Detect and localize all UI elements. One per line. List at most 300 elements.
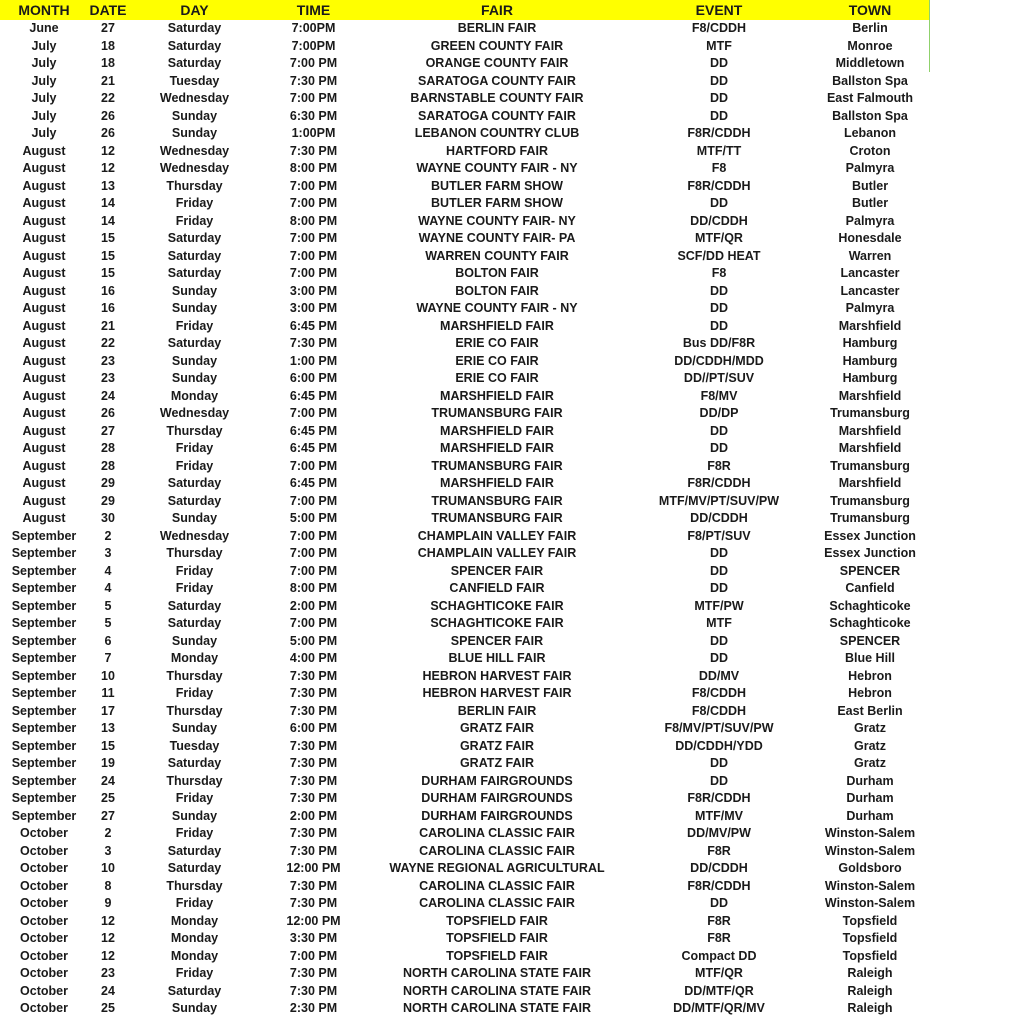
cell-time: 7:00PM — [291, 21, 336, 35]
table-row — [0, 143, 930, 161]
cell-month: October — [20, 913, 68, 928]
cell-date: 16 — [101, 283, 115, 298]
cell-fair: BOLTON FAIR — [455, 266, 539, 280]
cell-month: August — [22, 318, 66, 333]
table-row — [0, 108, 930, 126]
table-row — [0, 633, 930, 651]
cell-fair: NORTH CAROLINA STATE FAIR — [403, 1001, 591, 1015]
cell-town: Winston-Salem — [824, 826, 916, 840]
cell-time: 7:00 PM — [289, 266, 338, 280]
cell-date: 27 — [101, 423, 115, 438]
cell-event: F8/MV/PT/SUV/PW — [664, 721, 774, 735]
cell-town: Winston-Salem — [824, 843, 916, 858]
cell-time: 6:30 PM — [289, 108, 338, 123]
cell-month: August — [22, 406, 66, 420]
table-row — [0, 230, 930, 248]
cell-fair: CHAMPLAIN VALLEY FAIR — [417, 546, 577, 560]
cell-month: September — [11, 616, 77, 630]
cell-month: October — [20, 948, 68, 963]
cell-town: Gratz — [854, 721, 886, 735]
column-header-event: EVENT — [695, 2, 743, 18]
cell-event: Compact DD — [681, 948, 757, 963]
cell-month: August — [22, 231, 66, 245]
cell-day: Wednesday — [159, 91, 230, 105]
cell-town: Hamburg — [842, 336, 898, 350]
cell-event: DD — [709, 546, 729, 560]
table-row — [0, 353, 930, 371]
table-row — [0, 318, 930, 336]
cell-month: August — [22, 353, 66, 368]
cell-event: MTF/QR — [695, 231, 743, 245]
table-row — [0, 405, 930, 423]
cell-town: Hebron — [848, 668, 892, 683]
cell-date: 29 — [101, 493, 115, 508]
cell-time: 3:00 PM — [289, 301, 338, 315]
cell-month: August — [22, 283, 66, 298]
cell-month: August — [22, 248, 66, 263]
cell-event: DD/DP — [699, 406, 739, 420]
cell-date: 15 — [101, 248, 115, 263]
cell-town: Topsfield — [842, 931, 898, 945]
cell-date: 25 — [101, 791, 115, 805]
table-row — [0, 738, 930, 756]
cell-time: 7:00 PM — [289, 91, 338, 105]
cell-time: 7:30 PM — [289, 668, 338, 683]
cell-time: 7:30 PM — [289, 983, 338, 998]
cell-day: Saturday — [167, 983, 222, 998]
cell-day: Thursday — [166, 668, 223, 683]
cell-time: 5:00 PM — [289, 511, 338, 525]
cell-month: July — [31, 38, 57, 53]
cell-fair: TRUMANSBURG FAIR — [431, 406, 563, 420]
cell-event: F8R/CDDH — [687, 878, 751, 893]
cell-fair: HARTFORD FAIR — [445, 143, 549, 158]
cell-day: Saturday — [167, 861, 222, 875]
cell-fair: SPENCER FAIR — [450, 563, 544, 578]
cell-date: 11 — [101, 686, 115, 700]
cell-date: 21 — [101, 73, 115, 88]
table-row — [0, 528, 930, 546]
table-row — [0, 878, 930, 896]
cell-fair: BOLTON FAIR — [455, 283, 539, 298]
cell-town: Berlin — [852, 21, 888, 35]
cell-event: DD — [709, 633, 729, 648]
cell-town: Croton — [849, 143, 891, 158]
cell-fair: MARSHFIELD FAIR — [440, 318, 554, 333]
table-row — [0, 808, 930, 826]
cell-fair: MARSHFIELD FAIR — [440, 423, 554, 438]
cell-event: DD — [709, 651, 729, 665]
cell-town: Ballston Spa — [832, 73, 908, 88]
cell-time: 12:00 PM — [286, 861, 341, 875]
cell-date: 18 — [101, 38, 115, 53]
cell-event: DD/MTF/QR — [684, 983, 754, 998]
cell-time: 7:30 PM — [289, 896, 338, 910]
cell-day: Sunday — [171, 283, 218, 298]
cell-town: Butler — [851, 178, 889, 193]
table-row — [0, 685, 930, 703]
cell-month: September — [11, 791, 77, 805]
cell-time: 6:00 PM — [289, 371, 338, 385]
cell-month: August — [22, 476, 66, 490]
table-row — [0, 913, 930, 931]
cell-day: Friday — [175, 196, 214, 210]
cell-date: 4 — [104, 563, 112, 578]
column-header-fair: FAIR — [481, 2, 513, 18]
cell-event: DD/CDDH — [690, 861, 748, 875]
table-row — [0, 598, 930, 616]
table-row — [0, 475, 930, 493]
cell-town: Trumansburg — [830, 406, 910, 420]
cell-date: 28 — [101, 441, 115, 455]
cell-time: 7:30 PM — [289, 703, 338, 718]
cell-event: DD/CDDH/MDD — [674, 353, 764, 368]
cell-event: DD — [709, 301, 729, 315]
table-row — [0, 580, 930, 598]
cell-date: 23 — [101, 371, 115, 385]
cell-date: 9 — [104, 896, 112, 910]
cell-town: Marshfield — [838, 441, 902, 455]
cell-day: Friday — [175, 966, 214, 980]
cell-day: Friday — [175, 581, 214, 595]
table-row — [0, 265, 930, 283]
cell-event: F8/MV — [700, 388, 738, 403]
cell-time: 7:00PM — [291, 38, 336, 53]
cell-town: Marshfield — [838, 318, 902, 333]
cell-time: 7:00 PM — [289, 546, 338, 560]
cell-month: September — [11, 686, 77, 700]
cell-fair: DURHAM FAIRGROUNDS — [421, 808, 573, 823]
cell-town: Blue Hill — [844, 651, 895, 665]
cell-month: September — [11, 528, 77, 543]
cell-day: Thursday — [166, 773, 223, 788]
cell-town: Butler — [851, 196, 889, 210]
cell-event: F8 — [711, 161, 727, 175]
cell-day: Monday — [170, 948, 219, 963]
cell-date: 2 — [104, 528, 112, 543]
cell-month: July — [31, 73, 57, 88]
cell-month: September — [11, 563, 77, 578]
cell-town: Trumansburg — [830, 511, 910, 525]
cell-date: 3 — [104, 843, 112, 858]
cell-date: 29 — [101, 476, 115, 490]
cell-time: 7:30 PM — [289, 143, 338, 158]
table-row — [0, 300, 930, 318]
cell-day: Sunday — [171, 126, 218, 140]
cell-day: Sunday — [171, 511, 218, 525]
cell-town: Lancaster — [840, 283, 900, 298]
cell-month: August — [22, 213, 66, 228]
cell-date: 6 — [104, 633, 112, 648]
cell-date: 22 — [101, 336, 115, 350]
table-row — [0, 160, 930, 178]
table-row — [0, 668, 930, 686]
cell-town: Hebron — [848, 686, 892, 700]
cell-time: 7:30 PM — [289, 966, 338, 980]
cell-month: July — [31, 108, 57, 123]
cell-event: SCF/DD HEAT — [677, 248, 761, 263]
cell-event: F8R/CDDH — [687, 476, 751, 490]
cell-month: October — [20, 983, 68, 998]
cell-town: Essex Junction — [824, 546, 916, 560]
cell-month: October — [20, 843, 68, 858]
cell-town: Goldsboro — [838, 861, 902, 875]
table-row — [0, 73, 930, 91]
cell-fair: ERIE CO FAIR — [455, 336, 539, 350]
cell-town: Canfield — [845, 581, 895, 595]
cell-fair: BUTLER FARM SHOW — [431, 196, 563, 210]
cell-day: Saturday — [167, 476, 222, 490]
cell-town: Raleigh — [847, 1001, 893, 1015]
table-row — [0, 335, 930, 353]
cell-day: Thursday — [166, 546, 223, 560]
cell-day: Friday — [175, 458, 214, 473]
cell-event: F8/PT/SUV — [687, 528, 751, 543]
cell-event: F8R/CDDH — [687, 126, 751, 140]
cell-date: 26 — [101, 406, 115, 420]
cell-time: 7:30 PM — [289, 773, 338, 788]
cell-time: 6:45 PM — [289, 318, 338, 333]
cell-time: 7:30 PM — [289, 826, 338, 840]
cell-town: Monroe — [847, 38, 893, 53]
cell-time: 7:30 PM — [289, 843, 338, 858]
cell-date: 12 — [101, 948, 115, 963]
cell-time: 6:45 PM — [289, 388, 338, 403]
table-row — [0, 895, 930, 913]
cell-event: F8/CDDH — [691, 21, 747, 35]
cell-town: Topsfield — [842, 913, 898, 928]
cell-fair: BERLIN FAIR — [457, 21, 537, 35]
column-header-date: DATE — [89, 2, 127, 18]
cell-fair: SPENCER FAIR — [450, 633, 544, 648]
cell-time: 8:00 PM — [289, 161, 338, 175]
cell-date: 25 — [101, 1001, 115, 1015]
table-row — [0, 1000, 930, 1018]
cell-event: DD/MV/PW — [687, 826, 751, 840]
cell-time: 12:00 PM — [286, 913, 341, 928]
cell-day: Sunday — [171, 353, 218, 368]
cell-town: Raleigh — [847, 983, 893, 998]
cell-time: 6:45 PM — [289, 441, 338, 455]
cell-day: Sunday — [171, 1001, 218, 1015]
cell-fair: GRATZ FAIR — [459, 738, 535, 753]
cell-event: DD — [709, 423, 729, 438]
cell-day: Thursday — [166, 703, 223, 718]
cell-town: Winston-Salem — [824, 878, 916, 893]
table-row — [0, 755, 930, 773]
column-header-time: TIME — [296, 2, 331, 18]
table-row — [0, 720, 930, 738]
cell-fair: MARSHFIELD FAIR — [440, 441, 554, 455]
cell-event: DD/CDDH — [690, 511, 748, 525]
cell-month: September — [11, 668, 77, 683]
cell-town: Gratz — [854, 738, 886, 753]
cell-day: Saturday — [167, 266, 222, 280]
cell-fair: CANFIELD FAIR — [449, 581, 545, 595]
cell-date: 3 — [104, 546, 112, 560]
cell-month: June — [29, 21, 59, 35]
cell-fair: WAYNE COUNTY FAIR - NY — [416, 161, 578, 175]
table-row — [0, 563, 930, 581]
cell-fair: NORTH CAROLINA STATE FAIR — [403, 966, 591, 980]
cell-day: Wednesday — [159, 406, 230, 420]
cell-event: F8R — [707, 458, 731, 473]
column-header-town: TOWN — [848, 2, 892, 18]
cell-day: Saturday — [167, 493, 222, 508]
cell-month: August — [22, 196, 66, 210]
cell-event: MTF — [706, 616, 732, 630]
cell-date: 13 — [101, 178, 115, 193]
cell-month: September — [11, 633, 77, 648]
cell-day: Tuesday — [169, 738, 220, 753]
cell-month: August — [22, 336, 66, 350]
table-row — [0, 423, 930, 441]
cell-date: 10 — [101, 861, 115, 875]
cell-event: DD — [709, 563, 729, 578]
cell-day: Saturday — [167, 21, 222, 35]
cell-town: Durham — [846, 808, 894, 823]
cell-fair: SCHAGHTICOKE FAIR — [430, 598, 564, 613]
cell-time: 7:00 PM — [289, 196, 338, 210]
cell-day: Saturday — [167, 598, 222, 613]
cell-time: 3:00 PM — [289, 283, 338, 298]
cell-date: 18 — [101, 56, 115, 70]
cell-day: Friday — [175, 826, 214, 840]
cell-town: SPENCER — [839, 633, 901, 648]
cell-date: 24 — [101, 388, 115, 403]
cell-month: October — [20, 861, 68, 875]
cell-date: 22 — [101, 91, 115, 105]
column-header-day: DAY — [180, 2, 209, 18]
cell-event: MTF — [706, 38, 732, 53]
cell-town: Palmyra — [845, 161, 895, 175]
cell-day: Monday — [170, 913, 219, 928]
cell-event: MTF/MV — [695, 808, 743, 823]
cell-date: 15 — [101, 738, 115, 753]
cell-month: August — [22, 423, 66, 438]
cell-town: Schaghticoke — [829, 598, 911, 613]
cell-fair: WAYNE COUNTY FAIR- NY — [418, 213, 576, 228]
cell-date: 30 — [101, 511, 115, 525]
cell-time: 2:00 PM — [289, 598, 338, 613]
cell-month: September — [11, 721, 77, 735]
table-row — [0, 178, 930, 196]
cell-day: Saturday — [167, 756, 222, 770]
cell-date: 21 — [101, 318, 115, 333]
cell-fair: CAROLINA CLASSIC FAIR — [419, 878, 575, 893]
cell-time: 7:00 PM — [289, 528, 338, 543]
cell-date: 14 — [101, 196, 115, 210]
cell-day: Thursday — [166, 423, 223, 438]
cell-town: Lancaster — [840, 266, 900, 280]
cell-town: Durham — [846, 773, 894, 788]
cell-day: Saturday — [167, 38, 222, 53]
cell-event: F8R — [707, 843, 731, 858]
cell-month: September — [11, 738, 77, 753]
cell-fair: HEBRON HARVEST FAIR — [422, 686, 572, 700]
cell-day: Monday — [170, 651, 219, 665]
cell-fair: CAROLINA CLASSIC FAIR — [419, 843, 575, 858]
cell-day: Friday — [175, 686, 214, 700]
cell-event: F8R — [707, 913, 731, 928]
cell-event: DD/CDDH — [690, 213, 748, 228]
cell-date: 5 — [104, 616, 112, 630]
cell-event: DD/MTF/QR/MV — [673, 1001, 765, 1015]
table-row — [0, 458, 930, 476]
cell-event: DD/MV — [698, 668, 740, 683]
cell-date: 23 — [101, 353, 115, 368]
cell-month: July — [31, 56, 57, 70]
cell-time: 2:30 PM — [289, 1001, 338, 1015]
cell-town: Warren — [848, 248, 892, 263]
cell-day: Saturday — [167, 248, 222, 263]
cell-month: August — [22, 301, 66, 315]
cell-fair: CHAMPLAIN VALLEY FAIR — [417, 528, 577, 543]
cell-day: Friday — [175, 896, 214, 910]
cell-time: 7:00 PM — [289, 178, 338, 193]
cell-time: 7:00 PM — [289, 563, 338, 578]
table-row — [0, 615, 930, 633]
cell-town: Essex Junction — [824, 528, 916, 543]
column-header-month: MONTH — [18, 2, 70, 18]
cell-day: Sunday — [171, 808, 218, 823]
cell-event: F8/CDDH — [691, 686, 747, 700]
cell-fair: GREEN COUNTY FAIR — [430, 38, 564, 53]
cell-event: Bus DD/F8R — [682, 336, 756, 350]
cell-event: DD — [709, 581, 729, 595]
cell-month: September — [11, 651, 77, 665]
cell-fair: SARATOGA COUNTY FAIR — [418, 108, 576, 123]
cell-month: August — [22, 458, 66, 473]
cell-date: 7 — [104, 651, 112, 665]
table-row — [0, 650, 930, 668]
cell-day: Saturday — [167, 616, 222, 630]
cell-event: DD — [709, 73, 729, 88]
cell-time: 7:30 PM — [289, 686, 338, 700]
cell-month: September — [11, 773, 77, 788]
cell-town: East Berlin — [837, 703, 903, 718]
cell-month: October — [20, 931, 68, 945]
cell-date: 15 — [101, 231, 115, 245]
cell-month: October — [20, 1001, 68, 1015]
cell-town: SPENCER — [839, 563, 901, 578]
cell-event: F8R/CDDH — [687, 791, 751, 805]
cell-event: F8 — [711, 266, 727, 280]
cell-event: DD — [709, 318, 729, 333]
cell-time: 7:30 PM — [289, 738, 338, 753]
table-row — [0, 930, 930, 948]
cell-month: August — [22, 178, 66, 193]
cell-date: 12 — [101, 143, 115, 158]
table-row — [0, 20, 930, 38]
table-row — [0, 90, 930, 108]
cell-fair: TRUMANSBURG FAIR — [431, 511, 563, 525]
cell-time: 4:00 PM — [289, 651, 338, 665]
cell-event: DD — [709, 283, 729, 298]
cell-fair: BARNSTABLE COUNTY FAIR — [410, 91, 584, 105]
cell-fair: GRATZ FAIR — [459, 721, 535, 735]
cell-month: October — [20, 878, 68, 893]
table-row — [0, 545, 930, 563]
header-row — [0, 0, 930, 20]
cell-date: 19 — [101, 756, 115, 770]
cell-date: 27 — [101, 808, 115, 823]
cell-time: 6:45 PM — [289, 476, 338, 490]
cell-day: Saturday — [167, 56, 222, 70]
cell-date: 12 — [101, 931, 115, 945]
cell-date: 17 — [101, 703, 115, 718]
cell-time: 7:00 PM — [289, 616, 338, 630]
